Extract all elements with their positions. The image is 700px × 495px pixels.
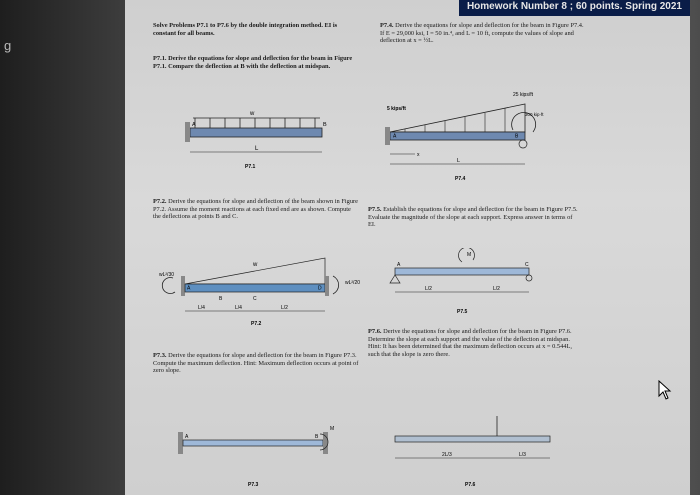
problem-text: Derive the equations for slope and deflection of the beam shown in Figure P7.2. Assume the moment reactions at each fixed end are as shown. Compute the deflections at points B and C. bbox=[153, 198, 358, 221]
label-a: A bbox=[393, 133, 397, 140]
figure-caption: P7.5 bbox=[457, 309, 468, 315]
label-b: B bbox=[219, 296, 223, 302]
label-a: A bbox=[187, 285, 191, 292]
roller-support bbox=[519, 140, 527, 148]
problem-label: P7.3. bbox=[153, 352, 167, 359]
edge-character: g bbox=[4, 38, 12, 53]
beam bbox=[395, 436, 550, 442]
pin-support bbox=[390, 275, 400, 283]
dim-2: L/3 bbox=[519, 452, 526, 458]
problem-text: Derive the equations for slope and deflection for the beam in Figure P7.6. Determine the slope at each support and the value of the deflection at midspan. Hint: It has been determined that the maximum deflection occurs at x = 0.544L, such that the slope is zero there. bbox=[368, 328, 572, 358]
moment-right-arrow bbox=[333, 276, 339, 294]
label-a: A bbox=[185, 434, 189, 440]
beam bbox=[390, 132, 525, 140]
x-label: x bbox=[417, 152, 420, 158]
problem-label: P7.4. bbox=[380, 22, 394, 29]
load-label: w bbox=[253, 262, 258, 268]
figure-p7-6 bbox=[387, 412, 562, 492]
dim-1: L/2 bbox=[425, 286, 432, 292]
label-d: D bbox=[318, 285, 322, 292]
figure-p7-3 bbox=[170, 412, 340, 492]
fixed-support-left bbox=[385, 127, 390, 145]
beam bbox=[190, 128, 322, 137]
beam bbox=[185, 284, 325, 292]
dim-2: L/2 bbox=[493, 286, 500, 292]
homework-header: Homework Number 8 ; 60 points. Spring 2021 bbox=[459, 0, 690, 16]
problem-label: P7.1. bbox=[153, 55, 167, 62]
figure-p7-4 bbox=[385, 82, 545, 187]
figure-caption: P7.2 bbox=[251, 321, 262, 327]
label-b: B bbox=[515, 133, 519, 140]
problem-text: Derive the equations for slope and deflection for the beam in Figure P7.4. If E = 29,000 ksi, I = 50 in.⁴, and L = 10 ft, compute the values of slope and deflection at x = ½L. bbox=[380, 22, 584, 45]
moment-right-label: wL²/20 bbox=[345, 280, 361, 286]
moment-label: M bbox=[330, 426, 335, 432]
problem-p7-4 bbox=[380, 22, 585, 45]
moment-label: M bbox=[467, 252, 472, 258]
fixed-support-left bbox=[181, 276, 185, 296]
label-b: B bbox=[323, 122, 327, 128]
fixed-support-right bbox=[325, 276, 329, 296]
fixed-support-left bbox=[185, 122, 190, 142]
beam bbox=[183, 440, 323, 446]
figure-p7-2 bbox=[153, 246, 363, 336]
dim-3: L/2 bbox=[281, 305, 288, 311]
problem-text: Derive the equations for slope and deflection for the beam in Figure P7.1. Compare the deflection at B with the deflection at midspan. bbox=[153, 55, 353, 70]
dim-1: 2L/3 bbox=[442, 452, 452, 458]
label-a: A bbox=[397, 262, 401, 268]
span-label: L bbox=[457, 158, 461, 164]
figure-p7-5 bbox=[387, 248, 547, 323]
homework-page bbox=[125, 0, 690, 495]
monitor-edge bbox=[0, 0, 125, 495]
figure-p7-1 bbox=[185, 100, 335, 175]
dim-2: L/4 bbox=[235, 305, 242, 311]
figure-caption: P7.4 bbox=[455, 176, 466, 182]
fixed-support-left bbox=[178, 432, 183, 454]
label-c: C bbox=[253, 296, 257, 302]
mouse-cursor-icon bbox=[658, 380, 672, 400]
problem-text: Derive the equations for slope and deflection for the beam in Figure P7.3. Compute the maximum deflection. Hint: Maximum deflection occurs at point of zero slope. bbox=[153, 352, 359, 375]
problem-label: P7.2. bbox=[153, 198, 167, 205]
roller-support bbox=[526, 275, 532, 281]
label-b: B bbox=[315, 434, 319, 440]
problem-p7-5 bbox=[368, 206, 578, 229]
load-right-label: 25 kips/ft bbox=[513, 92, 534, 98]
problem-p7-1 bbox=[153, 55, 358, 70]
figure-caption: P7.3 bbox=[248, 482, 259, 488]
problem-text: Establish the equations for slope and deflection for the beam in Figure P7.5. Evaluate the magnitude of the slope at each support. Express answer in terms of EI. bbox=[368, 206, 578, 229]
load-label: w bbox=[250, 111, 255, 117]
figure-caption: P7.6 bbox=[465, 482, 476, 488]
label-a: A bbox=[192, 122, 196, 128]
distributed-load-arrows bbox=[193, 118, 320, 128]
problem-label: P7.6. bbox=[368, 328, 382, 335]
moment-left-arrow bbox=[162, 278, 175, 294]
moment-label: 300 kip·ft bbox=[525, 112, 544, 117]
problem-p7-3 bbox=[153, 352, 363, 375]
problem-p7-6 bbox=[368, 328, 580, 358]
span-label: L bbox=[255, 146, 259, 152]
instructions bbox=[153, 22, 358, 37]
dim-1: L/4 bbox=[198, 305, 205, 311]
beam bbox=[395, 268, 529, 275]
load-left-label: 5 kips/ft bbox=[387, 106, 406, 112]
figure-caption: P7.1 bbox=[245, 164, 256, 170]
label-c: C bbox=[525, 262, 529, 268]
intro-text: Solve Problems P7.1 to P7.6 by the double integration method. EI is constant for all beams. bbox=[153, 22, 338, 37]
moment-left-label: wL²/30 bbox=[159, 272, 175, 278]
problem-p7-2 bbox=[153, 198, 358, 221]
problem-label: P7.5. bbox=[368, 206, 382, 213]
